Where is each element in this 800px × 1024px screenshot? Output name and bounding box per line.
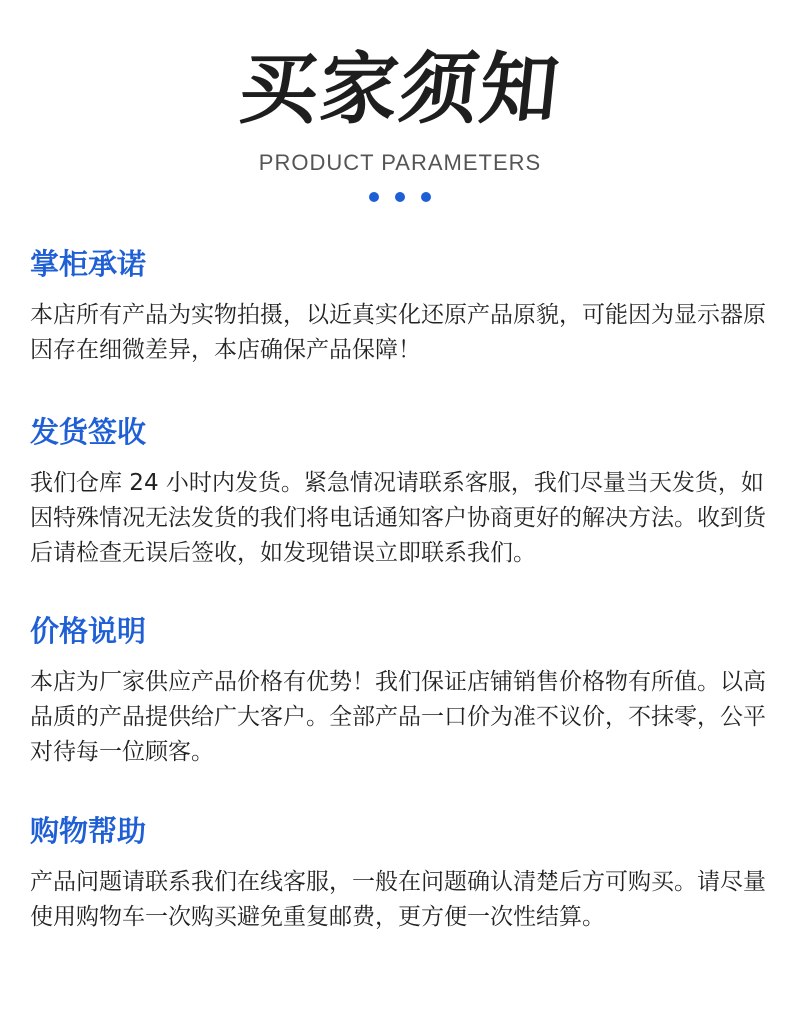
page-header xyxy=(0,40,800,202)
decorative-dots xyxy=(0,192,800,202)
section-shopkeeper-promise xyxy=(30,246,775,368)
section-title: 掌柜承诺 xyxy=(30,247,147,281)
section-title: 价格说明 xyxy=(30,614,147,648)
section-body: 本店为厂家供应产品价格有优势！我们保证店铺销售价格物有所值。以高品质的产品提供给广大客户。全部产品一口价为准不议价，不抹零，公平对待每一位顾客。 xyxy=(30,669,766,765)
section-body: 产品问题请联系我们在线客服，一般在问题确认清楚后方可购买。请尽量使用购物车一次购买避免重复邮费，更方便一次性结算。 xyxy=(30,869,766,930)
section-price-note xyxy=(30,613,775,770)
dot-icon xyxy=(421,192,431,202)
page-title: 买家须知 xyxy=(235,45,565,135)
dot-icon xyxy=(395,192,405,202)
section-shipping-receipt xyxy=(30,414,775,571)
section-body: 本店所有产品为实物拍摄，以近真实化还原产品原貌，可能因为显示器原因存在细微差异，本店确保产品保障！ xyxy=(30,302,766,363)
section-title: 发货签收 xyxy=(30,415,147,449)
page-subtitle: PRODUCT PARAMETERS xyxy=(258,150,542,175)
section-body: 我们仓库 24 小时内发货。紧急情况请联系客服，我们尽量当天发货，如因特殊情况无法发货的我们将电话通知客户协商更好的解决方法。收到货后请检查无误后签收，如发现错误立即联系我们。 xyxy=(30,470,766,566)
dot-icon xyxy=(369,192,379,202)
section-title: 购物帮助 xyxy=(30,814,147,848)
section-shopping-help xyxy=(30,813,775,935)
